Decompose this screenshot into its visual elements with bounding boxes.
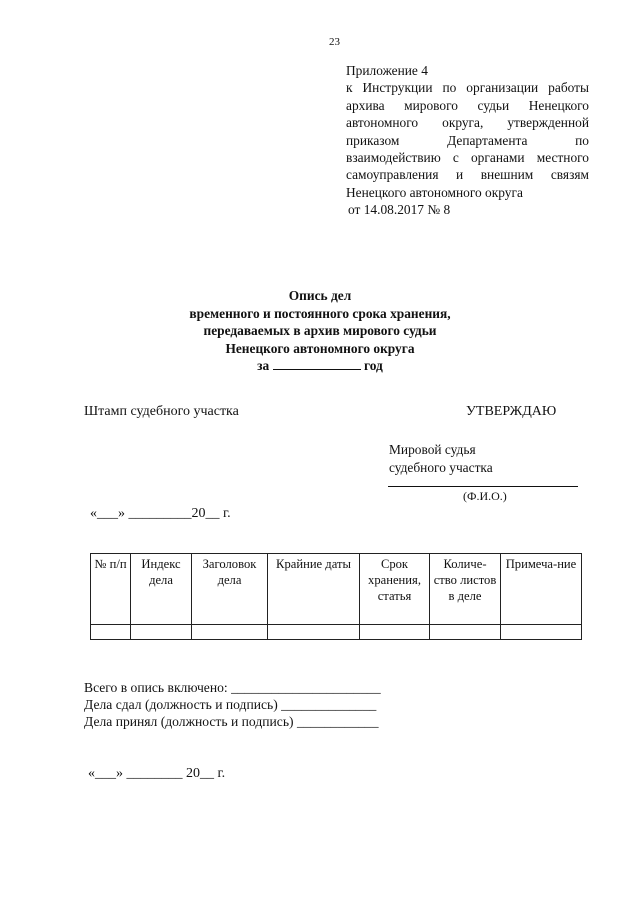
appendix-order-date: от 14.08.2017 № 8 — [348, 202, 451, 218]
col-header-sheets: Количе-ство листов в деле — [430, 554, 501, 625]
title-year-prefix: за — [257, 358, 270, 374]
page-number: 23 — [329, 36, 340, 48]
table-cell — [192, 625, 268, 640]
title-line: Опись дел — [288, 288, 352, 303]
appendix-line: приказом Департамента по — [346, 132, 589, 148]
appendix-line: автономного округа, утвержденной — [346, 115, 589, 131]
appendix-block — [346, 62, 589, 219]
title-line: временного и постоянного срока хранения, — [189, 305, 451, 321]
totals-block — [84, 679, 381, 730]
table-row — [91, 625, 582, 640]
appendix-line: самоуправления и внешним связям — [346, 167, 589, 183]
table-cell — [268, 625, 360, 640]
col-header-dates: Крайние даты — [268, 554, 360, 625]
judge-title: Мировой судья — [389, 442, 476, 457]
title-year-line — [150, 357, 490, 375]
inventory-table — [90, 553, 582, 640]
year-blank — [273, 359, 361, 370]
appendix-line: архива мирового судьи Ненецкого — [346, 97, 589, 113]
judge-district: судебного участка — [389, 460, 493, 475]
title-line: Ненецкого автономного округа — [225, 340, 415, 356]
col-header-retention: Срок хранения, статья — [360, 554, 430, 625]
approve-label: УТВЕРЖДАЮ — [466, 404, 557, 419]
table-cell — [131, 625, 192, 640]
table-cell — [360, 625, 430, 640]
handover-date: «___» ________ 20__ г. — [88, 766, 226, 781]
document-title — [150, 287, 490, 375]
appendix-line: взаимодействию с органами местного — [346, 150, 589, 166]
appendix-line: Приложение 4 — [346, 63, 428, 78]
table-header-row — [91, 554, 582, 625]
total-included: Всего в опись включено: ______________________ — [84, 680, 381, 695]
approval-date: «___» _________20__ г. — [90, 506, 231, 521]
col-header-notes: Примеча-ние — [501, 554, 582, 625]
table-cell — [501, 625, 582, 640]
judge-signature-line — [388, 486, 578, 487]
table-cell — [91, 625, 131, 640]
judge-block — [389, 441, 493, 477]
appendix-line: к Инструкции по организации работы — [346, 80, 589, 96]
table-cell — [430, 625, 501, 640]
appendix-line: Ненецкого автономного округа — [346, 184, 523, 200]
court-stamp-label: Штамп судебного участка — [84, 404, 239, 419]
col-header-index: Индекс дела — [131, 554, 192, 625]
col-header-title: Заголовок дела — [192, 554, 268, 625]
received-by: Дела принял (должность и подпись) ____________ — [84, 714, 379, 729]
handed-over-by: Дела сдал (должность и подпись) ______________ — [84, 697, 377, 712]
title-line: передаваемых в архив мирового судьи — [203, 323, 437, 339]
judge-fio-caption: (Ф.И.О.) — [463, 489, 507, 503]
col-header-number: № п/п — [91, 554, 131, 625]
title-year-suffix: год — [363, 358, 383, 374]
